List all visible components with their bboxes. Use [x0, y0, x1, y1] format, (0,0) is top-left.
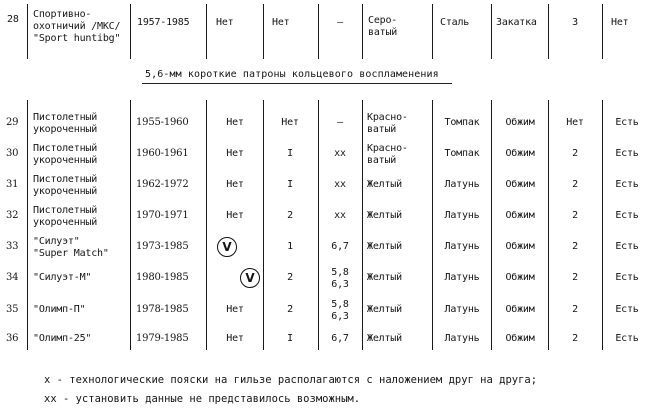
column-rule	[318, 4, 319, 59]
column-rule	[548, 100, 549, 350]
material-value: Сталь	[440, 17, 470, 28]
fixing-value: Обжим	[505, 272, 535, 283]
column-rule	[432, 4, 433, 59]
fixing-value: Обжим	[505, 210, 535, 221]
footnote: х - технологические пояски на гильзе располагаются с наложением друг на друга;	[44, 374, 538, 386]
column-10-value: 2	[572, 179, 578, 190]
column-10-value: 2	[572, 241, 578, 252]
production-years: 1970-1971	[136, 210, 189, 221]
material-value: Латунь	[444, 304, 480, 315]
column-rule	[548, 4, 549, 59]
fixing-value: Обжим	[505, 241, 535, 252]
column-11-value: Есть	[615, 117, 639, 128]
material-value: Томпак	[444, 117, 480, 128]
column-rule	[602, 4, 603, 59]
color-value: Желтый	[367, 272, 402, 283]
column-10-value: 2	[572, 210, 578, 221]
row-number: 34	[6, 272, 19, 283]
column-6-value: хх	[334, 179, 346, 190]
column-4-value: Нет	[226, 179, 244, 190]
column-6-value: хх	[334, 148, 346, 159]
cartridge-name: Пистолетный укороченный	[33, 205, 98, 228]
material-value: Томпак	[444, 148, 480, 159]
cartridge-name: "Силуэт" "Super Match"	[33, 236, 109, 259]
check-circle-mark: V	[217, 237, 237, 257]
production-years: 1973-1985	[136, 241, 189, 252]
column-4-value: Нет	[226, 333, 244, 344]
column-5-value: I	[287, 179, 293, 190]
production-years: 1960-1961	[136, 148, 189, 159]
column-5-value: 2	[287, 304, 293, 315]
color-value: Красно- ватый	[367, 112, 408, 135]
color-value: Желтый	[367, 333, 402, 344]
material-value: Латунь	[444, 333, 480, 344]
cartridge-name: Пистолетный укороченный	[33, 143, 98, 166]
footnote: хх - установить данные не представилось возможным.	[44, 393, 361, 405]
column-rule	[318, 100, 319, 350]
color-value: Желтый	[367, 241, 402, 252]
column-10-value: 2	[572, 148, 578, 159]
row-number: 33	[6, 241, 19, 252]
column-rule	[362, 4, 363, 59]
check-circle-mark: V	[240, 268, 260, 288]
column-rule	[206, 100, 207, 350]
production-years: 1978-1985	[136, 304, 189, 315]
column-10-value: 2	[572, 272, 578, 283]
column-6-value: хх	[334, 210, 346, 221]
column-11-value: Есть	[615, 179, 639, 190]
column-11-value: Есть	[615, 272, 639, 283]
column-rule	[27, 100, 28, 350]
column-rule	[27, 4, 28, 59]
column-11-value: Есть	[615, 333, 639, 344]
cartridge-name: Пистолетный укороченный	[33, 112, 98, 135]
column-rule	[491, 100, 492, 350]
cartridge-name: Пистолетный укороченный	[33, 174, 98, 197]
section-underline	[142, 83, 452, 84]
column-10-value: 3	[572, 17, 578, 28]
production-years: 1955-1960	[136, 117, 189, 128]
column-11-value: Есть	[615, 304, 639, 315]
row-number: 35	[6, 304, 19, 315]
column-6-value: 6,7	[331, 333, 349, 344]
material-value: Латунь	[444, 210, 480, 221]
column-5-value: Нет	[272, 17, 290, 28]
row-number: 36	[6, 333, 19, 344]
row-number: 31	[6, 179, 19, 190]
color-value: Серо- ватый	[368, 15, 398, 38]
column-11-value: Есть	[615, 148, 639, 159]
column-6-value: 5,8 6,3	[331, 299, 349, 322]
column-rule	[130, 100, 131, 350]
column-rule	[602, 100, 603, 350]
color-value: Желтый	[367, 210, 402, 221]
cartridge-name: "Олимп-П"	[33, 304, 86, 315]
material-value: Латунь	[444, 272, 480, 283]
column-4-value: Нет	[226, 148, 244, 159]
fixing-value: Обжим	[505, 304, 535, 315]
column-6-value: –	[337, 17, 343, 28]
production-years: 1962-1972	[136, 179, 189, 190]
column-5-value: I	[287, 333, 293, 344]
row-number: 28	[7, 14, 19, 25]
column-5-value: 2	[287, 210, 293, 221]
section-title: 5,6-мм короткие патроны кольцевого воспламенения	[145, 69, 439, 80]
production-years: 1979-1985	[136, 333, 189, 344]
color-value: Красно- ватый	[367, 143, 408, 166]
color-value: Желтый	[367, 179, 402, 190]
column-11-value: Нет	[611, 17, 629, 28]
production-years: 1980-1985	[136, 272, 189, 283]
fixing-value: Закатка	[496, 17, 537, 28]
material-value: Латунь	[444, 241, 480, 252]
cartridge-name: "Силуэт-М"	[33, 272, 92, 283]
column-rule	[130, 4, 131, 59]
column-6-value: –	[337, 117, 343, 128]
fixing-value: Обжим	[505, 148, 535, 159]
column-5-value: Нет	[281, 117, 299, 128]
column-6-value: 6,7	[331, 241, 349, 252]
column-rule	[263, 100, 264, 350]
column-11-value: Есть	[615, 241, 639, 252]
column-5-value: 2	[287, 272, 293, 283]
cartridge-name: "Олимп-25"	[33, 333, 92, 344]
material-value: Латунь	[444, 179, 480, 190]
column-rule	[206, 4, 207, 59]
column-4-value: Нет	[226, 304, 244, 315]
row-number: 32	[6, 210, 19, 221]
column-5-value: 1	[287, 241, 293, 252]
column-rule	[432, 100, 433, 350]
column-4-value: Нет	[226, 210, 244, 221]
cartridge-name: Спортивно- охотничий /МКС/ "Sport huntibg"	[33, 9, 121, 44]
row-number: 29	[6, 117, 19, 128]
column-10-value: 2	[572, 304, 578, 315]
production-years: 1957-1985	[137, 17, 190, 28]
column-4-value: Нет	[226, 117, 244, 128]
column-10-value: 2	[572, 333, 578, 344]
column-4-value: Нет	[216, 17, 234, 28]
column-11-value: Есть	[615, 210, 639, 221]
column-rule	[491, 4, 492, 59]
column-rule	[362, 100, 363, 350]
fixing-value: Обжим	[505, 117, 535, 128]
fixing-value: Обжим	[505, 179, 535, 190]
column-6-value: 5,8 6,3	[331, 267, 349, 290]
column-rule	[263, 4, 264, 59]
row-number: 30	[6, 148, 19, 159]
column-10-value: Нет	[566, 117, 584, 128]
column-5-value: I	[287, 148, 293, 159]
fixing-value: Обжим	[505, 333, 535, 344]
color-value: Желтый	[367, 304, 402, 315]
